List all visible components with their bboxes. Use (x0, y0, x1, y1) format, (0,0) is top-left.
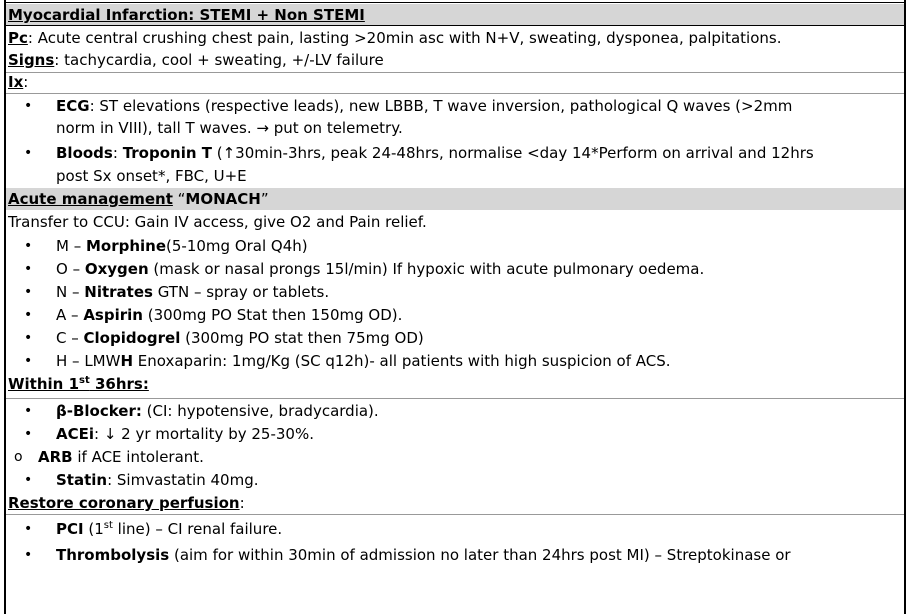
bblocker-text: (CI: hypotensive, bradycardia). (141, 402, 379, 420)
within-pre: Within 1 (8, 375, 80, 393)
bullet: • (24, 426, 33, 442)
acute-label: Acute management (8, 190, 173, 208)
statin-text: : Simvastatin 40mg. (107, 471, 259, 489)
bullet: • (24, 547, 33, 563)
bullet: • (24, 403, 33, 419)
thrombolysis-label: Thrombolysis (56, 546, 170, 564)
bloods-label: Bloods (56, 144, 113, 162)
within-sup: st (79, 375, 90, 386)
acute-quote-close: ” (260, 190, 269, 208)
acei-label: ACEi (56, 425, 95, 443)
bblocker-label: β-Blocker: (56, 402, 142, 420)
item-rest: (300mg PO Stat then 150mg OD). (142, 306, 403, 324)
item-bold: Aspirin (83, 306, 143, 324)
bullet: • (24, 145, 33, 161)
item-rest: GTN – spray or tablets. (152, 283, 330, 301)
pc-text: : Acute central crushing chest pain, lasting >20min asc with N+V, sweating, dysponea, palpitations. (27, 29, 782, 47)
restore-rule (6, 514, 904, 515)
bloods-text-2: post Sx onset*, FBC, U+E (56, 167, 247, 185)
within-post: 36hrs: (89, 375, 149, 393)
bullet: • (24, 472, 33, 488)
item-prefix: C – (56, 329, 84, 347)
bullet: • (24, 307, 33, 323)
acei-text: : ↓ 2 yr mortality by 25-30%. (94, 425, 314, 443)
transfer-text: Transfer to CCU: Gain IV access, give O2 and Pain relief. (8, 213, 427, 231)
signs-line (0, 49, 908, 71)
title-text: Myocardial Infarction: STEMI + Non STEMI (8, 6, 365, 24)
transfer-line (0, 211, 908, 233)
acute-heading (0, 188, 908, 210)
page-title (0, 4, 908, 26)
bloods-text-1: (↑30min-3hrs, peak 24-48hrs, normalise <day 14*Perform on arrival and 12hrs (211, 144, 814, 162)
pci-pre: (1 (83, 520, 104, 538)
statin-label: Statin (56, 471, 108, 489)
pci-label: PCI (56, 520, 84, 538)
bullet: • (24, 261, 33, 277)
ix-line (0, 71, 908, 93)
restore-heading (0, 492, 908, 514)
troponin-label: Troponin T (122, 144, 212, 162)
restore-colon: : (239, 494, 245, 512)
acute-quote-open: “ (172, 190, 186, 208)
ix-colon: : (23, 73, 29, 91)
bullet: • (24, 521, 33, 537)
bullet: • (24, 284, 33, 300)
item-bold: Nitrates (84, 283, 153, 301)
item-prefix: N – (56, 283, 85, 301)
sub-bullet: o (14, 449, 23, 465)
bullet: • (24, 353, 33, 369)
ecg-label: ECG (56, 97, 90, 115)
item-bold: Morphine (85, 237, 167, 255)
item-bold: Oxygen (84, 260, 149, 278)
pci-sup: st (103, 520, 113, 531)
bullet: • (24, 330, 33, 346)
within-heading (0, 373, 908, 395)
item-prefix: H – LMW (56, 352, 121, 370)
signs-text: : tachycardia, cool + sweating, +/-LV failure (54, 51, 384, 69)
arb-text: if ACE intolerant. (72, 448, 204, 466)
restore-label: Restore coronary perfusion (8, 494, 240, 512)
item-bold: Clopidogrel (83, 329, 181, 347)
arb-label: ARB (38, 448, 73, 466)
item-rest: (5-10mg Oral Q4h) (166, 237, 308, 255)
item-prefix: M – (56, 237, 86, 255)
pc-label: Pc (8, 29, 28, 47)
within-rule (6, 398, 904, 399)
item-prefix: A – (56, 306, 84, 324)
bloods-sep: : (112, 144, 123, 162)
item-prefix: O – (56, 260, 85, 278)
pc-line (0, 27, 908, 49)
pci-post: line) – CI renal failure. (112, 520, 283, 538)
item-rest: (300mg PO stat then 75mg OD) (180, 329, 424, 347)
ix-rule-bottom (6, 93, 904, 94)
item-rest: (mask or nasal prongs 15l/min) If hypoxic with acute pulmonary oedema. (148, 260, 705, 278)
ecg-text-1: : ST elevations (respective leads), new LBBB, T wave inversion, pathological Q waves (>2mm (89, 97, 793, 115)
item-bold: H (120, 352, 134, 370)
signs-label: Signs (8, 51, 55, 69)
bullet: • (24, 98, 33, 114)
monach-label: MONACH (185, 190, 261, 208)
bullet: • (24, 238, 33, 254)
item-rest: Enoxaparin: 1mg/Kg (SC q12h)- all patients with high suspicion of ACS. (133, 352, 671, 370)
ix-label: Ix (8, 73, 24, 91)
ecg-text-2: norm in VIII), tall T waves. → put on telemetry. (56, 119, 403, 137)
thrombolysis-text: (aim for within 30min of admission no later than 24hrs post MI) – Streptokinase or (169, 546, 791, 564)
top-rule (6, 2, 904, 3)
